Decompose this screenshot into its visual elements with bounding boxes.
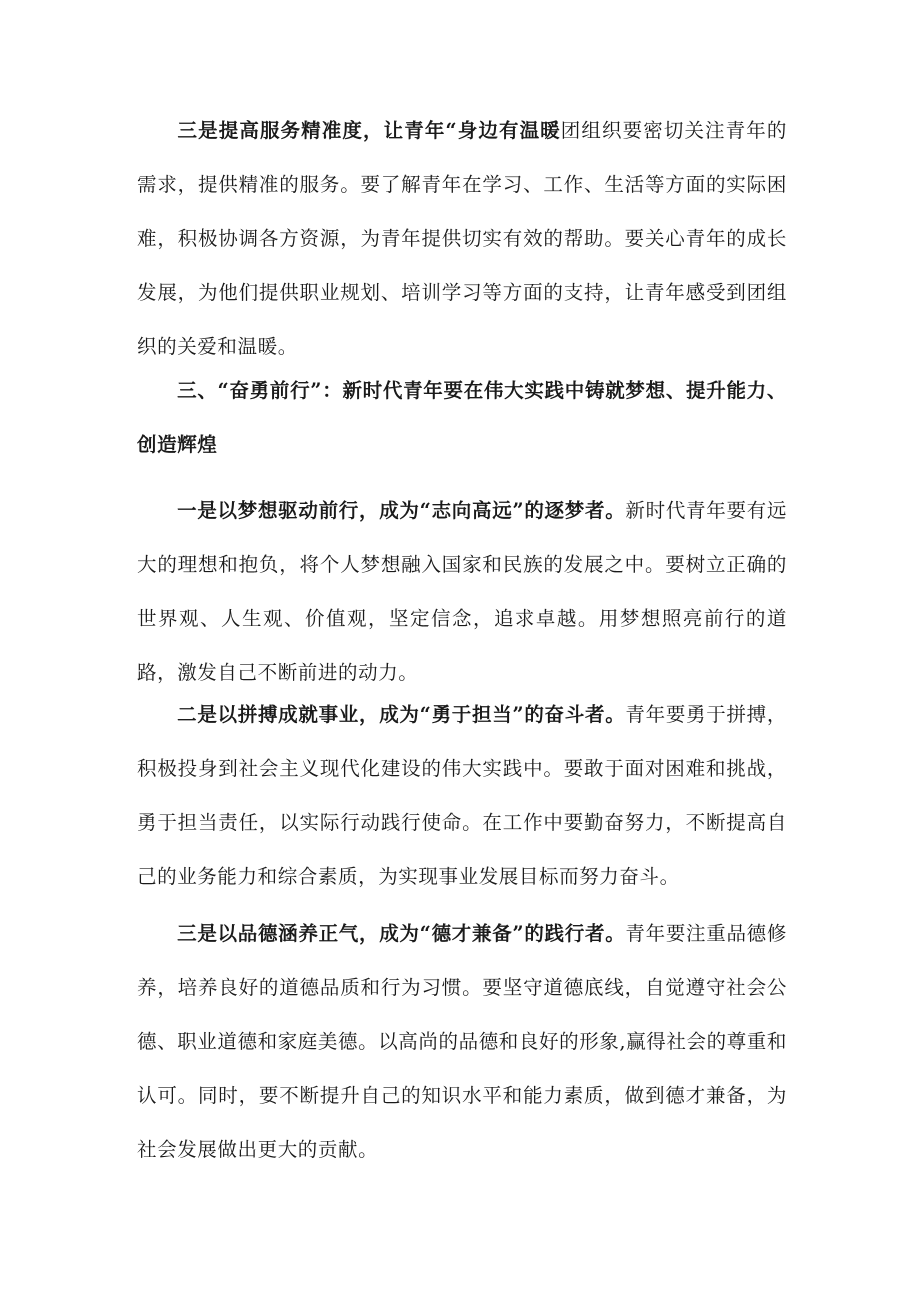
section-heading-three <box>137 364 787 472</box>
paragraph-service-precision <box>137 104 787 374</box>
paragraph-striving <box>137 688 787 904</box>
paragraph-lead: 二是以拼搏成就事业，成为“勇于担当”的奋斗者。 <box>177 703 626 726</box>
paragraph-body: 团组织要密切关注青年的需求，提供精准的服务。要了解青年在学习、工作、生活等方面的实际困难，积极协调各方资源，为青年提供切实有效的帮助。要关心青年的成长发展，为他们提供职业规划、培训学习等方面的支持，让青年感受到团组织的关爱和温暖。 <box>137 119 787 358</box>
section-heading-text: 三、“奋勇前行”：新时代青年要在伟大实践中铸就梦想、提升能力、创造辉煌 <box>137 379 787 456</box>
paragraph-body: 青年要勇于拼搏，积极投身到社会主义现代化建设的伟大实践中。要敢于面对困难和挑战，勇于担当责任，以实际行动践行使命。在工作中要勤奋努力，不断提高自己的业务能力和综合素质，为实现事业发展目标而努力奋斗。 <box>137 703 787 888</box>
paragraph-body: 青年要注重品德修养，培养良好的道德品质和行为习惯。要坚守道德底线，自觉遵守社会公德、职业道德和家庭美德。以高尚的品德和良好的形象,赢得社会的尊重和认可。同时，要不断提升自己的知识水平和能力素质，做到德才兼备，为社会发展做出更大的贡献。 <box>137 922 787 1161</box>
paragraph-lead: 三是提高服务精准度，让青年“身边有温暖 <box>177 119 561 142</box>
paragraph-lead: 一是以梦想驱动前行，成为“志向高远”的逐梦者。 <box>177 499 626 522</box>
paragraph-lead: 三是以品德涵养正气，成为“德才兼备”的践行者。 <box>177 922 626 945</box>
paragraph-body: 新时代青年要有远大的理想和抱负，将个人梦想融入国家和民族的发展之中。要树立正确的世界观、人生观、价值观，坚定信念，追求卓越。用梦想照亮前行的道路，激发自己不断前进的动力。 <box>137 499 787 684</box>
paragraph-virtue <box>137 907 787 1177</box>
paragraph-dream-driven <box>137 484 787 700</box>
